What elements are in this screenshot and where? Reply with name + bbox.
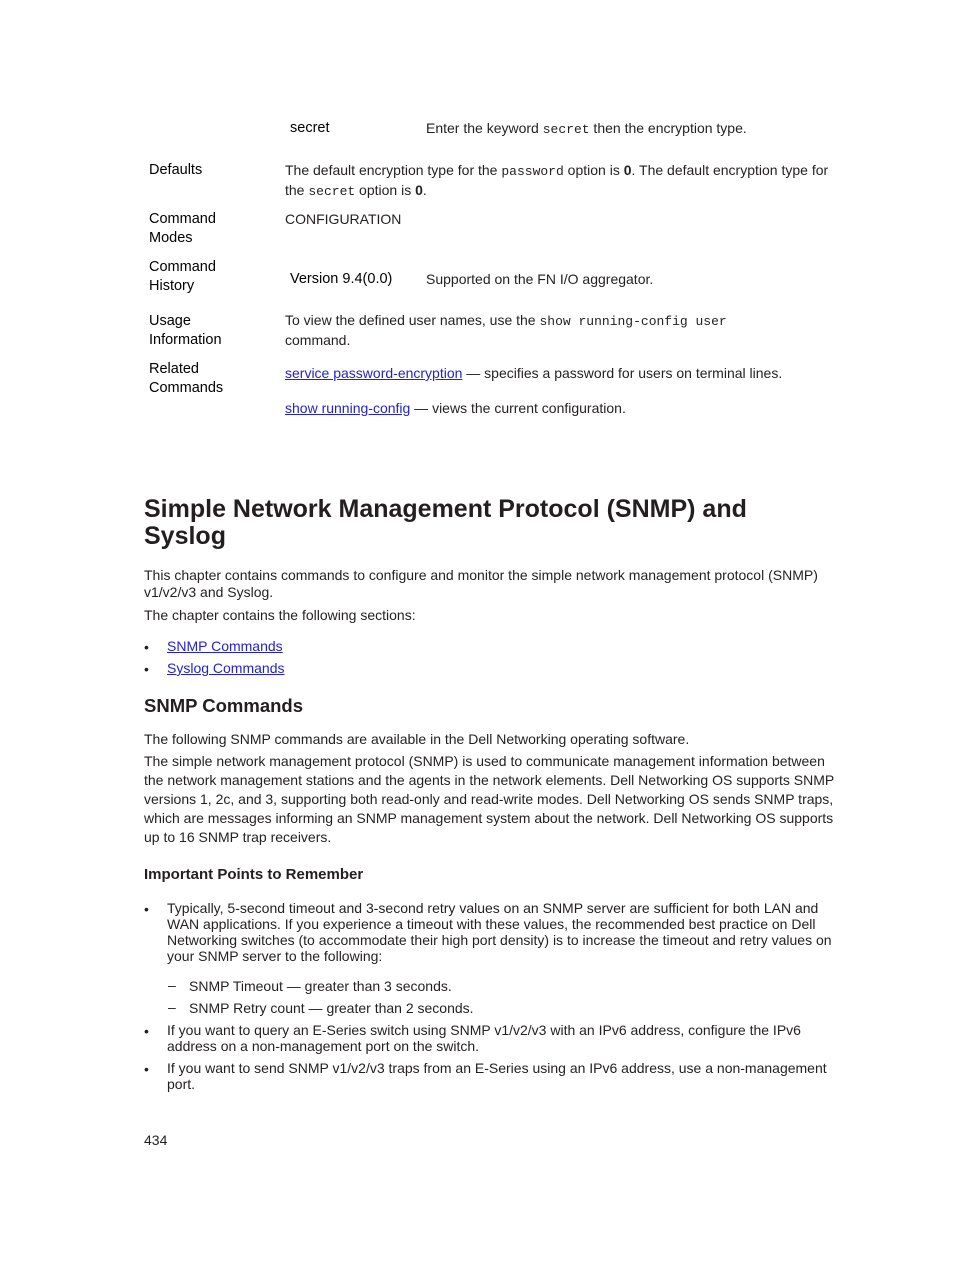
usage-pre: To view the defined user names, use the bbox=[285, 312, 540, 328]
secret-desc-code: secret bbox=[542, 122, 590, 137]
toc-link-snmp-commands[interactable] bbox=[167, 638, 839, 654]
command-history-label-line1: Command bbox=[149, 259, 216, 275]
history-version: Version 9.4(0.0) bbox=[290, 271, 393, 287]
toc-bullet-2: • bbox=[144, 661, 149, 677]
related-command-1 bbox=[285, 364, 845, 383]
command-modes-label-line2: Modes bbox=[149, 230, 193, 246]
secret-desc-post: then the encryption type. bbox=[589, 120, 747, 136]
usage-information-label bbox=[149, 312, 222, 350]
defaults-value-1: 0 bbox=[623, 162, 632, 178]
usage-information-text bbox=[285, 311, 805, 350]
snmp-commands-heading: SNMP Commands bbox=[144, 695, 303, 716]
defaults-mid1: option is bbox=[563, 162, 624, 178]
chapter-title: Simple Network Management Protocol (SNMP) and Syslog bbox=[144, 495, 747, 550]
important-points-heading: Important Points to Remember bbox=[144, 866, 364, 883]
related-command-2 bbox=[285, 399, 845, 418]
link-show-running-config[interactable]: show running-config bbox=[285, 400, 411, 416]
history-description: Supported on the FN I/O aggregator. bbox=[426, 271, 654, 287]
defaults-mid3: option is bbox=[355, 182, 416, 198]
sub-dash-2: – bbox=[168, 999, 176, 1015]
command-history-label-line2: History bbox=[149, 278, 195, 294]
toc-link-syslog-commands[interactable] bbox=[167, 660, 839, 676]
command-modes-label bbox=[149, 210, 216, 248]
snmp-para-2: The simple network management protocol (SNMP) is used to communicate management information between the network management stations and the agents in the network elements. Dell Networking OS supports SNMP versions 1, 2c, and 3, supporting both read-only and read-write modes. Dell Networking OS sends SNMP traps, which are messages informing an SNMP management system about the network. Dell Networking OS supports up to 16 SNMP trap receivers. bbox=[144, 753, 834, 845]
command-modes-value: CONFIGURATION bbox=[285, 211, 402, 227]
param-secret: secret bbox=[290, 120, 330, 136]
defaults-value-2: 0 bbox=[415, 182, 423, 198]
link-service-password-encryption[interactable]: service password-encryption bbox=[285, 365, 463, 381]
related-desc-2: — views the current configuration. bbox=[410, 400, 626, 416]
command-history-label bbox=[149, 258, 216, 296]
point-bullet-2: • bbox=[144, 1023, 149, 1039]
defaults-text bbox=[285, 161, 830, 201]
point-bullet-3: • bbox=[144, 1061, 149, 1077]
chapter-intro-1: This chapter contains commands to configure and monitor the simple network management protocol (SNMP) v1/v2/v3 and Syslog. bbox=[144, 567, 818, 600]
point-bullet-1: • bbox=[144, 901, 149, 917]
toc-link-syslog-label[interactable]: Syslog Commands bbox=[167, 660, 285, 676]
defaults-code-secret: secret bbox=[308, 184, 356, 199]
snmp-para-1: The following SNMP commands are available in the Dell Networking operating software. bbox=[144, 731, 690, 747]
usage-label-line1: Usage bbox=[149, 313, 191, 329]
toc-link-snmp-label[interactable]: SNMP Commands bbox=[167, 638, 283, 654]
defaults-pre: The default encryption type for the bbox=[285, 162, 502, 178]
related-desc-1: — specifies a password for users on terminal lines. bbox=[462, 365, 783, 381]
related-label-line2: Commands bbox=[149, 380, 224, 396]
chapter-intro-2: The chapter contains the following sections: bbox=[144, 607, 416, 623]
sub-point-2: SNMP Retry count — greater than 2 seconds. bbox=[189, 1000, 474, 1016]
related-label-line1: Related bbox=[149, 361, 199, 377]
defaults-mid2: . The default encryption type for the bbox=[285, 162, 829, 198]
defaults-code-password: password bbox=[501, 164, 564, 179]
usage-post: command. bbox=[285, 332, 351, 348]
secret-desc-pre: Enter the keyword bbox=[426, 120, 543, 136]
point-3: If you want to send SNMP v1/v2/v3 traps from an E-Series using an IPv6 address, use a non-management port. bbox=[167, 1060, 827, 1092]
sub-point-1: SNMP Timeout — greater than 3 seconds. bbox=[189, 978, 452, 994]
sub-dash-1: – bbox=[168, 977, 176, 993]
usage-code: show running-config user bbox=[539, 314, 727, 329]
defaults-label: Defaults bbox=[149, 162, 203, 178]
point-2: If you want to query an E-Series switch using SNMP v1/v2/v3 with an IPv6 address, configure the IPv6 address on a non-management port on the switch. bbox=[167, 1022, 801, 1054]
page-number: 434 bbox=[144, 1132, 168, 1148]
param-secret-desc bbox=[426, 119, 846, 139]
related-commands-label bbox=[149, 360, 223, 398]
command-modes-label-line1: Command bbox=[149, 211, 216, 227]
usage-label-line2: Information bbox=[149, 332, 222, 348]
toc-bullet-1: • bbox=[144, 639, 149, 655]
defaults-end: . bbox=[422, 182, 427, 198]
point-1: Typically, 5-second timeout and 3-second retry values on an SNMP server are sufficient for both LAN and WAN applications. If you experience a timeout with these values, the recommended best practice on Dell Networking switches (to accommodate their high port density) is to increase the timeout and retry values on your SNMP server to the following: bbox=[167, 900, 832, 964]
